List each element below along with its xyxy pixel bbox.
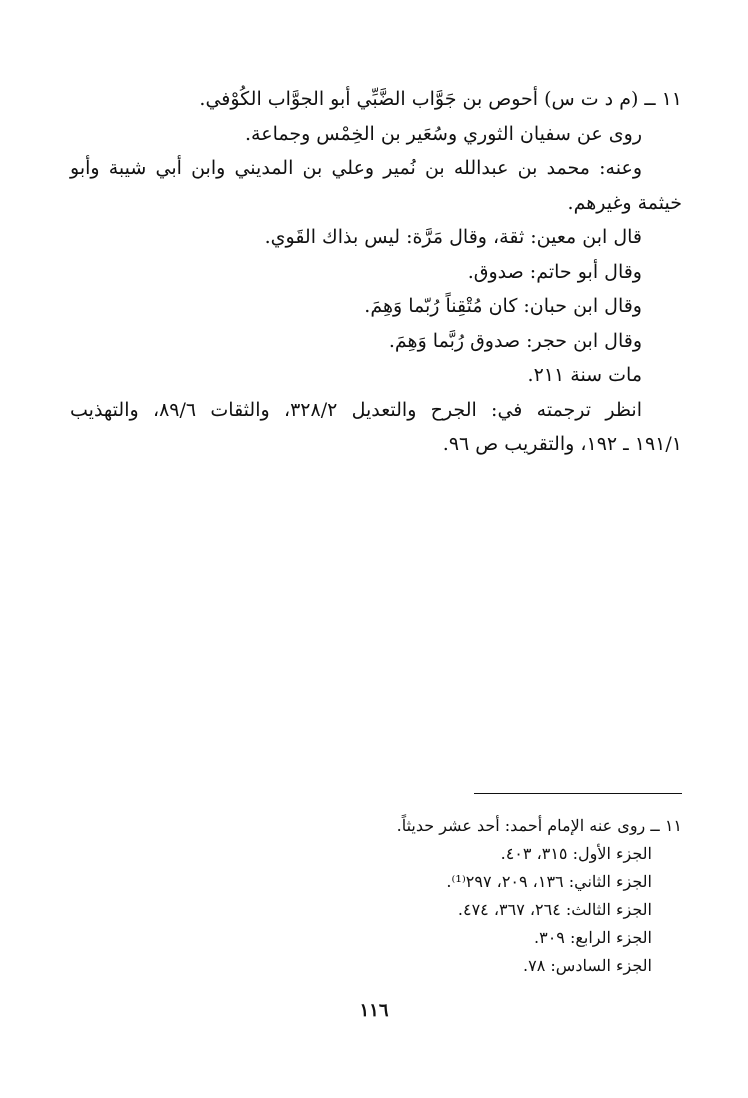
footnote-part-4: الجزء الرابع: ٣٠٩. xyxy=(534,928,652,947)
footnotes xyxy=(300,812,682,980)
ibn-maeen-line: قال ابن معين: ثقة، وقال مَرَّة: ليس بذاك القَوي. xyxy=(264,226,642,248)
references-line: انظر ترجمته في: الجرح والتعديل ٣٢٨/٢، والثقات ٨٩/٦، والتهذيب xyxy=(70,398,642,421)
narrators-line: وعنه: محمد بن عبدالله بن نُمير وعلي بن المديني وابن أبي شيبة وأبو xyxy=(70,157,642,179)
ibn-hajar-line: وقال ابن حجر: صدوق رُبَّما وَهِمَ. xyxy=(388,329,642,352)
narrated-from-line: روى عن سفيان الثوري وسُعَير بن الخِمْس وجماعة. xyxy=(245,122,642,145)
page-number: ١١٦ xyxy=(359,1000,389,1021)
narrators-continuation: خيثمة وغيرهم. xyxy=(567,191,682,214)
footnote-part-2: الجزء الثاني: ١٣٦، ٢٠٩، ٢٩٧⁽¹⁾. xyxy=(446,872,652,891)
entry-heading: ١١ ــ (م د ت س) أحوص بن جَوَّاب الضَّبِّي أبو الجوَّاب الكُوْفي. xyxy=(199,88,682,110)
footnote-part-3: الجزء الثالث: ٢٦٤، ٣٦٧، ٤٧٤. xyxy=(457,900,652,919)
ibn-hibban-line: وقال ابن حبان: كان مُتْقِناً رُبّما وَهِمَ. xyxy=(364,295,642,317)
footnote-separator xyxy=(474,793,682,794)
footnote-part-1: الجزء الأول: ٣١٥، ٤٠٣. xyxy=(500,844,652,863)
biography-entry xyxy=(70,82,682,462)
footnote-part-6: الجزء السادس: ٧٨. xyxy=(523,956,652,975)
abu-hatim-line: وقال أبو حاتم: صدوق. xyxy=(467,260,642,283)
death-year-line: مات سنة ٢١١. xyxy=(527,364,642,386)
references-continuation: ١٩١/١ ـ ١٩٢، والتقريب ص ٩٦. xyxy=(442,433,682,455)
footnote-heading: ١١ ــ روى عنه الإمام أحمد: أحد عشر حديثاً. xyxy=(396,816,682,835)
